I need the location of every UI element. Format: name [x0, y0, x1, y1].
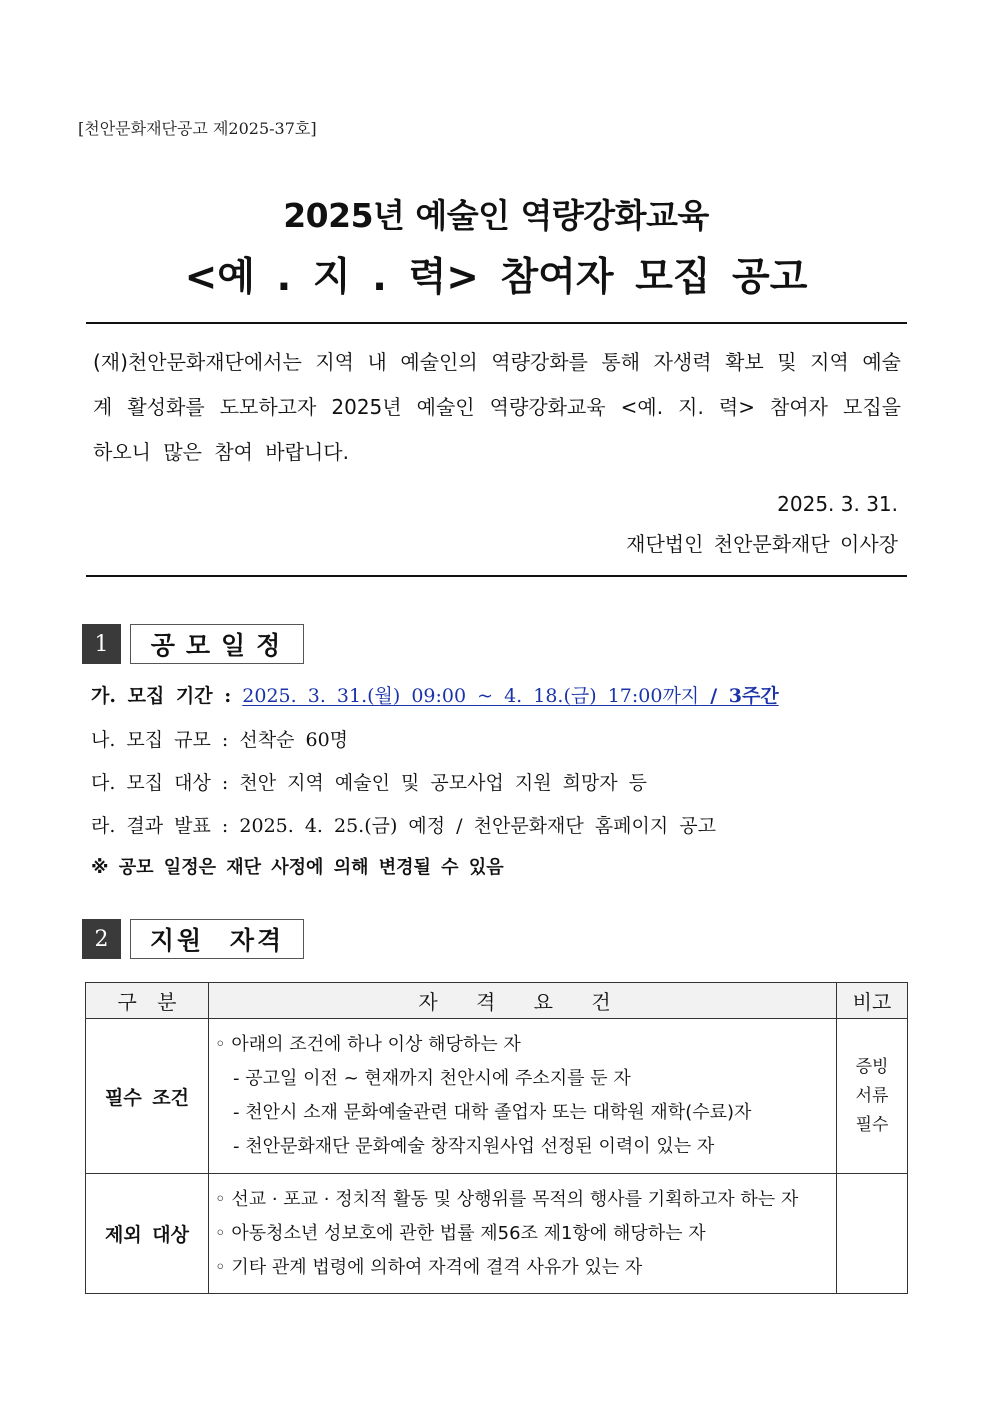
- row-note: [837, 1174, 908, 1294]
- header-category: 구 분: [86, 983, 209, 1019]
- schedule-result: [91, 811, 716, 838]
- schedule-target: [91, 768, 647, 795]
- table-header-row: [86, 983, 908, 1019]
- issuer-name: 재단법인 천안문화재단 이사장: [626, 532, 898, 556]
- row-category: 제외 대상: [86, 1174, 209, 1294]
- row-requirements: [209, 1174, 837, 1294]
- notice-date: 2025. 3. 31.: [777, 492, 898, 516]
- schedule-label: 라. 결과 발표 :: [91, 815, 229, 837]
- requirement-line: ◦ 선교 · 포교 · 정치적 활동 및 상행위를 목적의 행사를 기획하고자 하는 자: [215, 1188, 799, 1210]
- table-row: [86, 1019, 908, 1174]
- requirement-line: ◦ 아동청소년 성보호에 관한 법률 제56조 제1항에 해당하는 자: [215, 1222, 706, 1244]
- row-requirements: [209, 1019, 837, 1174]
- section-2-header: [82, 919, 304, 959]
- notice-number: [천안문화재단공고 제2025-37호]: [78, 119, 317, 138]
- top-divider: [86, 322, 907, 324]
- bottom-divider: [86, 575, 907, 577]
- requirement-line: - 천안시 소재 문화예술관련 대학 졸업자 또는 대학원 재학(수료)자: [233, 1102, 752, 1123]
- schedule-label: 다. 모집 대상 :: [91, 772, 229, 794]
- section-number: 1: [82, 624, 121, 664]
- section-number: 2: [82, 919, 121, 959]
- requirement-line: ◦ 기타 관계 법령에 의하여 자격에 결격 사유가 있는 자: [215, 1256, 643, 1278]
- schedule-value: 2025. 4. 25.(금) 예정 / 천안문화재단 홈페이지 공고: [239, 815, 716, 837]
- schedule-label: 가. 모집 기간 :: [91, 685, 232, 707]
- schedule-value: 천안 지역 예술인 및 공모사업 지원 희망자 등: [239, 772, 648, 794]
- requirement-line: - 천안문화재단 문화예술 창작지원사업 선정된 이력이 있는 자: [233, 1136, 715, 1157]
- header-note: 비고: [837, 983, 908, 1019]
- page-subtitle: <예 . 지 . 력> 참여자 모집 공고: [184, 255, 808, 300]
- schedule-note: ※ 공모 일정은 재단 사정에 의해 변경될 수 있음: [91, 857, 504, 878]
- section-title: 지원 자격: [130, 919, 304, 959]
- schedule-period: [91, 681, 779, 708]
- row-note: 증빙 서류 필수: [837, 1019, 908, 1174]
- schedule-scale: [91, 725, 348, 752]
- requirement-line: - 공고일 이전 ~ 현재까지 천안시에 주소지를 둔 자: [233, 1068, 631, 1089]
- section-title: 공모일정: [130, 624, 304, 664]
- intro-paragraph: (재)천안문화재단에서는 지역 내 예술인의 역량강화를 통해 자생력 확보 및 지역 예술계 활성화를 도모하고자 2025년 예술인 역량강화교육 <예. 지. 력> 참여자 모집을 하오니 많은 참여 바랍니다.: [93, 350, 901, 464]
- schedule-label: 나. 모집 규모 :: [91, 729, 229, 751]
- requirement-line: ◦ 아래의 조건에 하나 이상 해당하는 자: [215, 1034, 521, 1055]
- schedule-value: 선착순 60명: [239, 729, 349, 751]
- eligibility-table: [85, 982, 908, 1294]
- page-title: 2025년 예술인 역량강화교육: [283, 196, 709, 235]
- section-1-header: [82, 624, 304, 664]
- row-category: 필수 조건: [86, 1019, 209, 1174]
- schedule-period-value: 2025. 3. 31.(월) 09:00 ~ 4. 18.(금) 17:00까지 / 3주간: [242, 685, 779, 707]
- header-requirements: 자 격 요 건: [209, 983, 837, 1019]
- table-row: [86, 1174, 908, 1294]
